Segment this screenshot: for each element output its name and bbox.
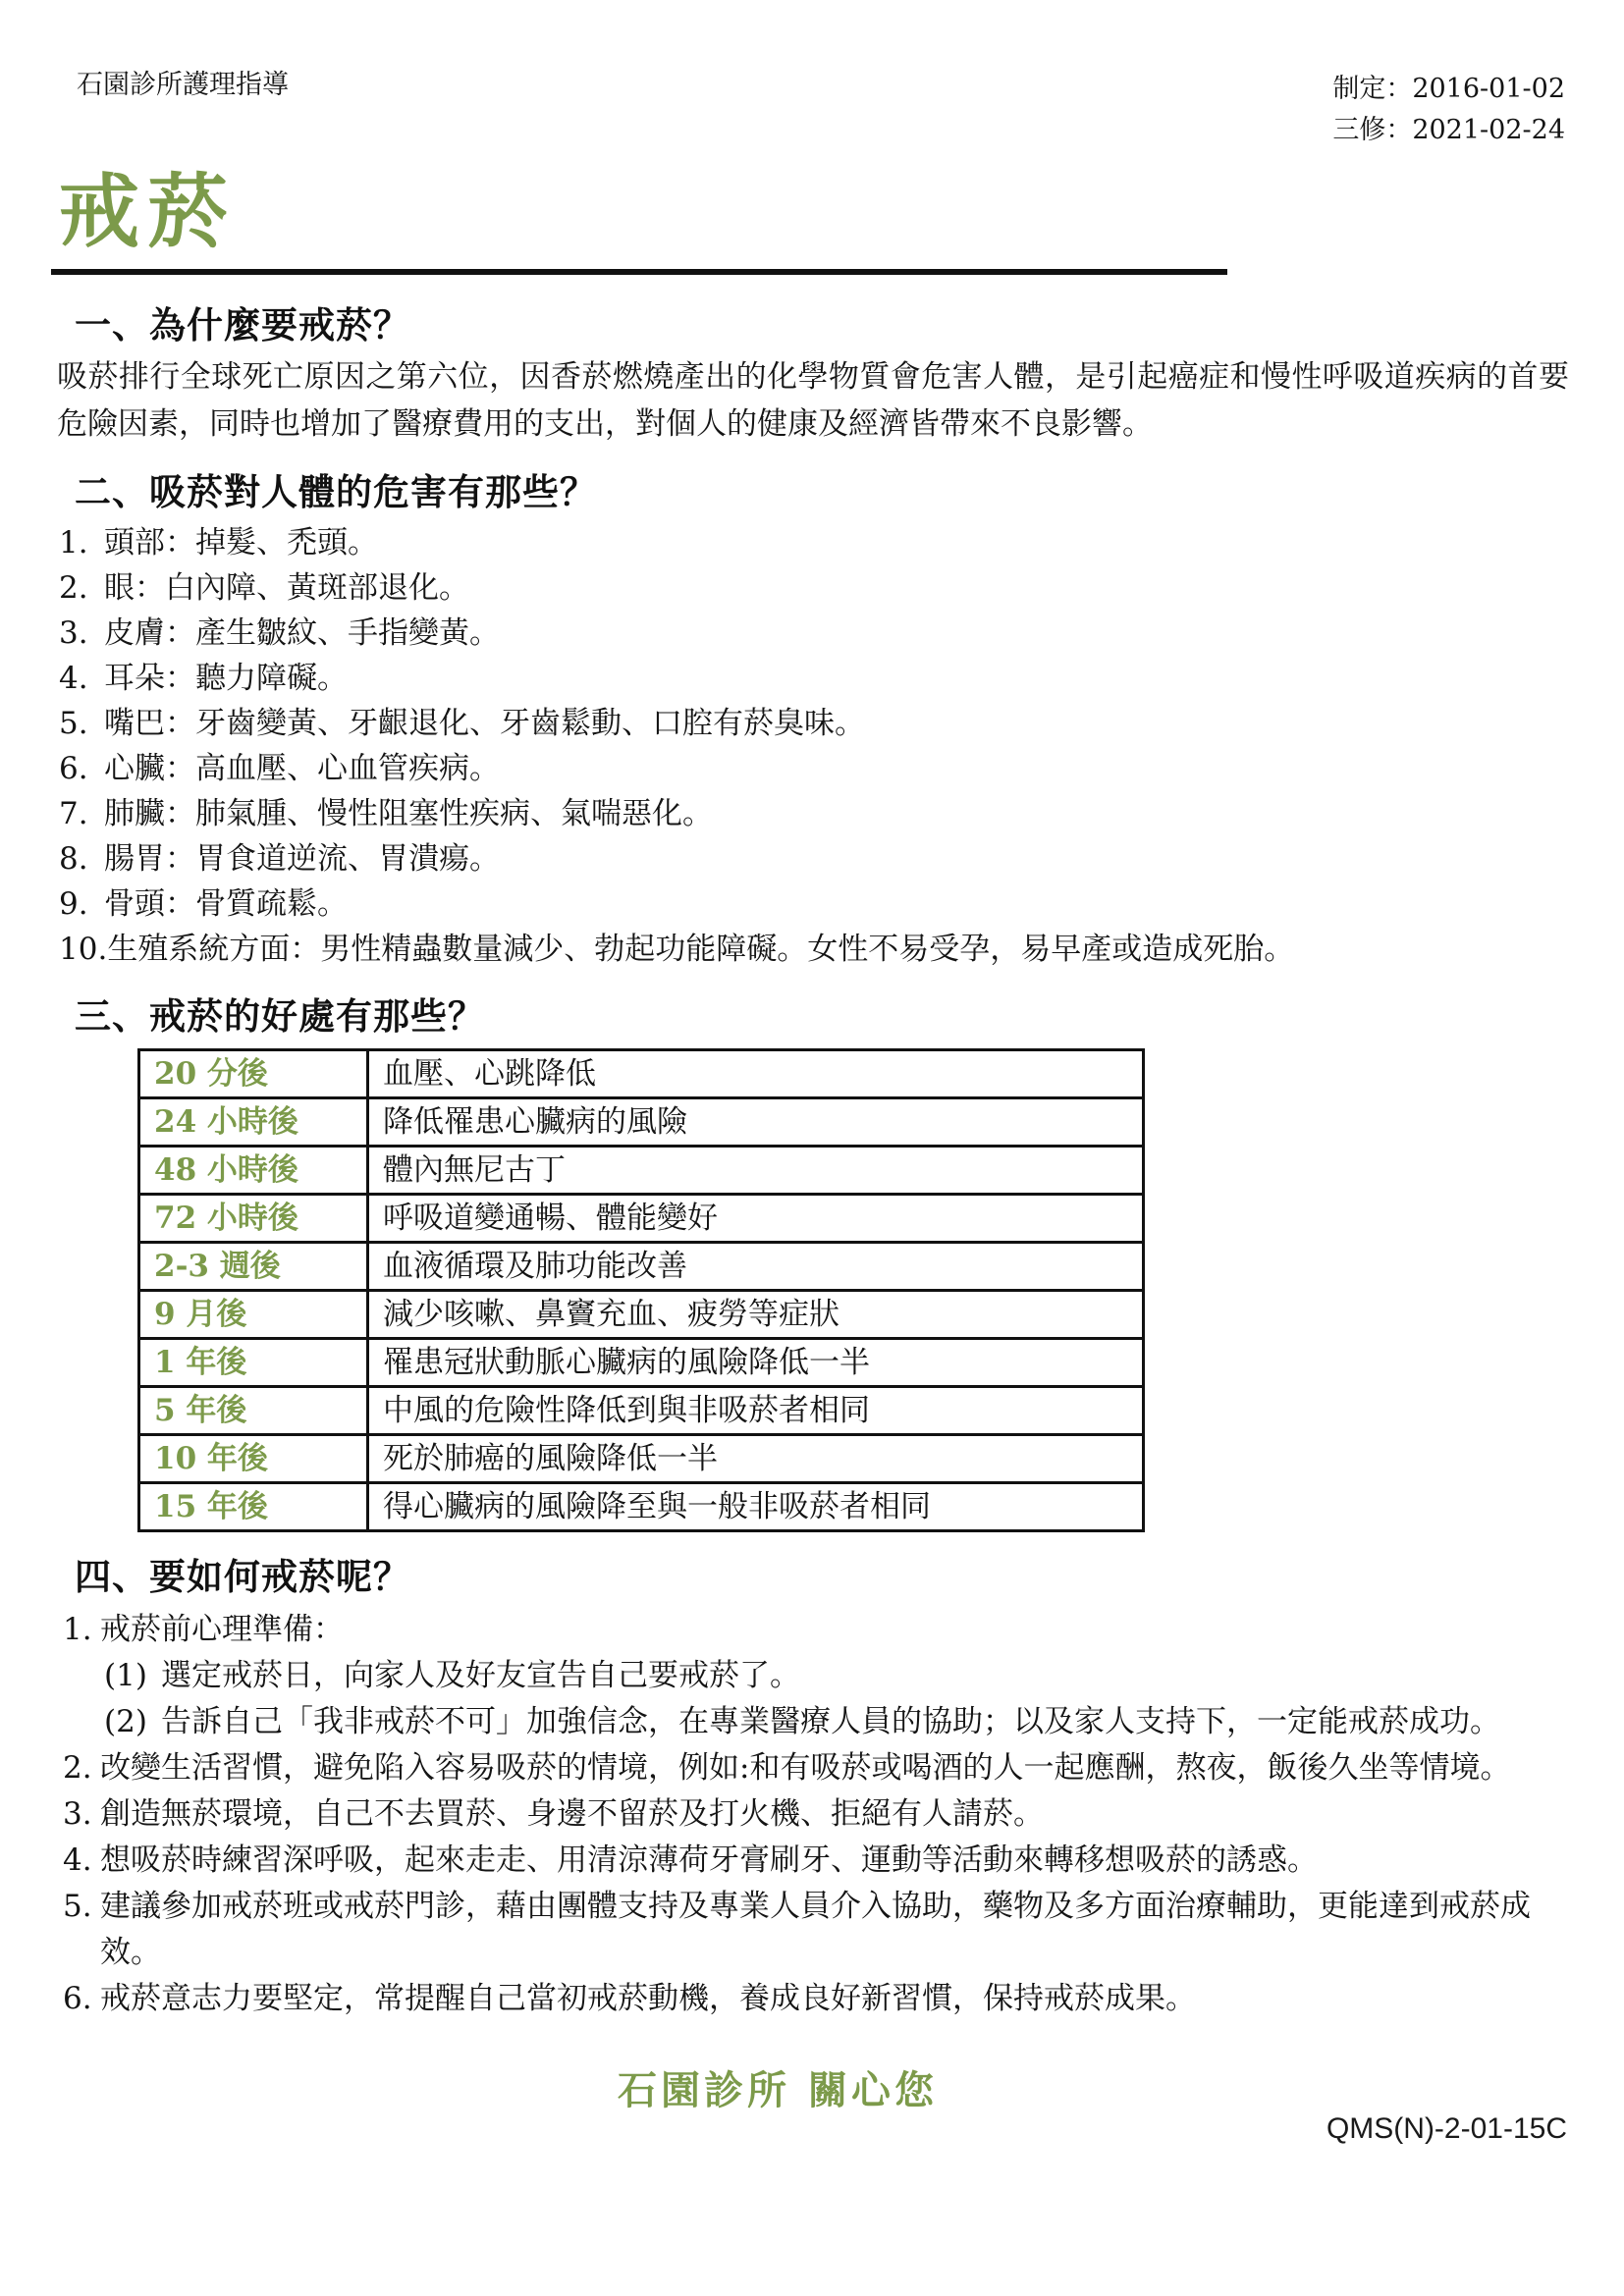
howto-item — [63, 1791, 1569, 1838]
harm-item-number: 2. — [59, 570, 88, 606]
harm-item — [59, 611, 1569, 656]
howto-sublist — [104, 1653, 1569, 1745]
howto-item-number: 5. — [63, 1889, 92, 1924]
benefit-text-cell: 得心臟病的風險降至與一般非吸菸者相同 — [368, 1483, 1144, 1531]
harm-item-number: 5. — [59, 706, 88, 741]
howto-item — [63, 1838, 1569, 1884]
benefit-text-cell: 中風的危險性降低到與非吸菸者相同 — [368, 1387, 1144, 1435]
table-row — [139, 1147, 1144, 1195]
howto-item-text: 創造無菸環境，自己不去買菸、身邊不留菸及打火機、拒絕有人請菸。 — [100, 1796, 1044, 1832]
howto-subitem-text: 告訴自己「我非戒菸不可」加強信念，在專業醫療人員的協助；以及家人支持下，一定能戒菸成功。 — [161, 1704, 1500, 1739]
benefit-text-cell: 血液循環及肺功能改善 — [368, 1243, 1144, 1291]
howto-subitem-number: (2) — [104, 1704, 147, 1739]
harm-item-text: 生殖系統方面：男性精蟲數量減少、勃起功能障礙。女性不易受孕，易早產或造成死胎。 — [107, 932, 1295, 967]
harm-item-number: 7. — [59, 796, 88, 831]
table-row — [139, 1435, 1144, 1483]
harm-item — [59, 881, 1569, 927]
harm-list — [59, 520, 1569, 972]
section2-heading: 二、吸菸對人體的危害有那些？ — [75, 470, 597, 513]
benefit-time-cell: 9 月後 — [139, 1291, 368, 1339]
established-date: 制定：2016-01-02 — [1332, 74, 1565, 104]
howto-item — [63, 1976, 1569, 2022]
howto-subitem-text: 選定戒菸日，向家人及好友宣告自己要戒菸了。 — [161, 1658, 800, 1693]
table-row — [139, 1243, 1144, 1291]
howto-list — [63, 1607, 1569, 2022]
title-underline — [51, 269, 1227, 275]
harm-item — [59, 746, 1569, 791]
harm-item — [59, 791, 1569, 836]
benefit-time-cell: 10 年後 — [139, 1435, 368, 1483]
howto-item-number: 4. — [63, 1842, 92, 1878]
harm-item-text: 嘴巴：牙齒變黃、牙齦退化、牙齒鬆動、口腔有菸臭味。 — [104, 706, 865, 741]
table-row — [139, 1291, 1144, 1339]
howto-item-text: 戒菸意志力要堅定，常提醒自己當初戒菸動機，養成良好新習慣，保持戒菸成果。 — [100, 1981, 1196, 2016]
benefit-time-cell: 48 小時後 — [139, 1147, 368, 1195]
howto-item — [63, 1745, 1569, 1791]
table-row — [139, 1339, 1144, 1387]
harm-item-text: 腸胃：胃食道逆流、胃潰瘍。 — [104, 841, 500, 877]
benefit-time-cell: 1 年後 — [139, 1339, 368, 1387]
benefit-time-cell: 5 年後 — [139, 1387, 368, 1435]
howto-item-number: 6. — [63, 1981, 92, 2016]
harm-item — [59, 656, 1569, 701]
benefit-time-cell: 24 小時後 — [139, 1098, 368, 1147]
section1-heading: 一、為什麼要戒菸？ — [75, 303, 410, 347]
harm-item — [59, 836, 1569, 881]
document-code: QMS(N)-2-01-15C — [1326, 2112, 1567, 2145]
benefits-table — [137, 1048, 1145, 1532]
section3-heading: 三、戒菸的好處有那些？ — [75, 994, 485, 1038]
benefit-time-cell: 72 小時後 — [139, 1195, 368, 1243]
harm-item-number: 3. — [59, 615, 88, 651]
table-row — [139, 1195, 1144, 1243]
harm-item-text: 皮膚：產生皺紋、手指變黃。 — [104, 615, 500, 651]
benefit-text-cell: 呼吸道變通暢、體能變好 — [368, 1195, 1144, 1243]
howto-item-text: 想吸菸時練習深呼吸，起來走走、用清涼薄荷牙膏刷牙、運動等活動來轉移想吸菸的誘惑。 — [100, 1842, 1318, 1878]
page-title: 戒菸 — [59, 165, 237, 259]
benefit-text-cell: 減少咳嗽、鼻竇充血、疲勞等症狀 — [368, 1291, 1144, 1339]
benefit-text-cell: 罹患冠狀動脈心臟病的風險降低一半 — [368, 1339, 1144, 1387]
harm-item — [59, 520, 1569, 565]
harm-item — [59, 565, 1569, 611]
harm-item-number: 8. — [59, 841, 88, 877]
harm-item-text: 頭部：掉髮、禿頭。 — [104, 525, 378, 561]
harm-item-text: 肺臟：肺氣腫、慢性阻塞性疾病、氣喘惡化。 — [104, 796, 713, 831]
benefit-time-cell: 2-3 週後 — [139, 1243, 368, 1291]
harm-item-text: 骨頭：骨質疏鬆。 — [104, 886, 348, 922]
benefit-text-cell: 死於肺癌的風險降低一半 — [368, 1435, 1144, 1483]
table-row — [139, 1098, 1144, 1147]
doc-header — [57, 69, 1569, 151]
harm-item-number: 10. — [59, 932, 108, 967]
table-row — [139, 1483, 1144, 1531]
howto-subitem — [104, 1699, 1569, 1745]
howto-item-number: 2. — [63, 1750, 92, 1786]
benefit-time-cell: 20 分後 — [139, 1050, 368, 1098]
howto-item-text: 戒菸前心理準備： — [100, 1612, 344, 1647]
harm-item — [59, 701, 1569, 746]
third-revision-date: 三修：2021-02-24 — [1332, 115, 1565, 145]
benefit-time-cell: 15 年後 — [139, 1483, 368, 1531]
table-row — [139, 1387, 1144, 1435]
harm-item-number: 1. — [59, 525, 88, 561]
section4-heading: 四、要如何戒菸呢？ — [75, 1555, 410, 1598]
howto-item-text: 建議參加戒菸班或戒菸門診，藉由團體支持及專業人員介入協助，藥物及多方面治療輔助，更能達到戒菸成效。 — [100, 1889, 1531, 1970]
howto-subitem — [104, 1653, 1569, 1699]
benefit-text-cell: 血壓、心跳降低 — [368, 1050, 1144, 1098]
section1-paragraph: 吸菸排行全球死亡原因之第六位，因香菸燃燒產出的化學物質會危害人體，是引起癌症和慢性呼吸道疾病的首要危險因素，同時也增加了醫療費用的支出，對個人的健康及經濟皆帶來不良影響。 — [57, 359, 1569, 442]
harm-item-text: 眼：白內障、黃斑部退化。 — [104, 570, 469, 606]
howto-subitem-number: (1) — [104, 1658, 147, 1693]
harm-item-number: 6. — [59, 751, 88, 786]
harm-item-number: 9. — [59, 886, 88, 922]
revision-dates — [1332, 69, 1565, 151]
clinic-care-message: 石園診所 關心您 — [618, 2067, 938, 2113]
howto-item-text: 改變生活習慣，避免陷入容易吸菸的情境，例如:和有吸菸或喝酒的人一起應酬，熬夜，飯後久坐等情境。 — [100, 1750, 1511, 1786]
howto-item — [63, 1884, 1569, 1976]
howto-item-number: 3. — [63, 1796, 92, 1832]
clinic-guidance-label: 石園診所護理指導 — [77, 70, 289, 100]
harm-item-number: 4. — [59, 661, 88, 696]
table-row — [139, 1050, 1144, 1098]
harm-item-text: 耳朵：聽力障礙。 — [104, 661, 348, 696]
howto-item-number: 1. — [63, 1612, 92, 1647]
harm-item-text: 心臟：高血壓、心血管疾病。 — [104, 751, 500, 786]
benefit-text-cell: 降低罹患心臟病的風險 — [368, 1098, 1144, 1147]
harm-item — [59, 927, 1569, 972]
howto-item — [63, 1607, 1569, 1653]
benefit-text-cell: 體內無尼古丁 — [368, 1147, 1144, 1195]
